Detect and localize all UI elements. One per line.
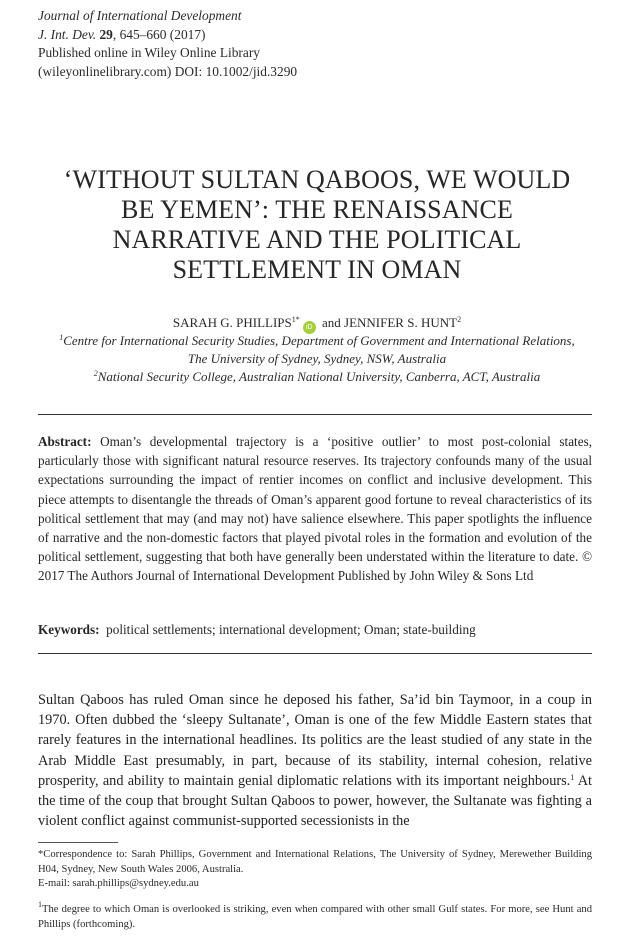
footnote-ref-1[interactable]: 1 bbox=[570, 772, 575, 782]
author1-sup: 1* bbox=[291, 315, 300, 324]
footnote-1-text: The degree to which Oman is overlooked is striking, even when compared with other small Gulf states. For more, see Hunt and Phillips (forthcoming). bbox=[38, 904, 592, 930]
correspondence-note bbox=[38, 848, 592, 892]
paper-title bbox=[20, 165, 614, 285]
abstract-label: Abstract: bbox=[38, 434, 92, 449]
footnote-1-sup: 1 bbox=[38, 900, 42, 909]
aff2-sup: 2 bbox=[93, 369, 98, 378]
author-phillips: SARAH G. PHILLIPS bbox=[172, 315, 292, 330]
aff2-line1: National Security College, Australian National University, Canberra, ACT, Australia bbox=[97, 369, 541, 384]
citation-abbrev: J. Int. Dev. bbox=[38, 26, 97, 42]
published-line: Published online in Wiley Online Library bbox=[38, 45, 260, 61]
footnote-1 bbox=[38, 900, 592, 932]
journal-name: Journal of International Development bbox=[38, 8, 242, 23]
body-paragraph bbox=[38, 690, 592, 831]
author-connector: and bbox=[318, 315, 345, 330]
abstract bbox=[38, 432, 592, 586]
aff1-line1: Centre for International Security Studies, Department of Government and International Relations, bbox=[63, 333, 575, 348]
affiliation-1 bbox=[0, 332, 634, 368]
pages-year: , 645–660 (2017) bbox=[112, 26, 206, 42]
title-line: BE YEMEN’: THE RENAISSANCE bbox=[121, 195, 513, 224]
doi-line[interactable]: (wileyonlinelibrary.com) DOI: 10.1002/jid.3290 bbox=[38, 63, 298, 79]
author2-sup: 2 bbox=[457, 315, 462, 324]
correspondence-email[interactable]: E-mail: sarah.phillips@sydney.edu.au bbox=[38, 878, 199, 890]
keywords-text: political settlements; international development; Oman; state-building bbox=[99, 622, 476, 637]
aff1-sup: 1 bbox=[59, 333, 64, 342]
body-text-2: At the time of the coup that brought Sultan Qaboos to power, however, the Sultanate was fighting a violent conflict against communist-supported secessionists in the bbox=[38, 772, 592, 830]
author-hunt: JENNIFER S. HUNT bbox=[344, 315, 458, 330]
authors bbox=[0, 314, 634, 334]
keywords bbox=[38, 620, 592, 639]
divider-top bbox=[38, 414, 592, 415]
journal-header bbox=[38, 7, 297, 81]
keywords-label: Keywords: bbox=[38, 622, 100, 637]
aff1-line2: The University of Sydney, Sydney, NSW, Australia bbox=[187, 351, 447, 366]
title-line: NARRATIVE AND THE POLITICAL bbox=[112, 225, 522, 254]
volume: 29 bbox=[99, 26, 113, 42]
abstract-text: Oman’s developmental trajectory is a ‘positive outlier’ to most post-colonial states, particularly those with significant natural resource reserves. Its trajectory confounds many of the usual expectations surrounding the impact of rentier incomes on conflict and inclusive development. This piece attempts to disentangle the threads of Oman’s apparent good fortune to reveal characteristics of its political settlement that may (and may not) have salience elsewhere. This paper spotlights the influence of narrative and the non-domestic factors that played pivotal roles in the formation and evolution of the political settlement, suggesting that both have generally been understated within the literature to date. © 2017 The Authors Journal of International Development Published by John Wiley & Sons Ltd bbox=[38, 434, 592, 584]
footnote-divider bbox=[38, 842, 118, 843]
divider-bottom bbox=[38, 653, 592, 654]
body-text-1: Sultan Qaboos has ruled Oman since he deposed his father, Sa’id bin Taymoor, in a coup in 1970. Often dubbed the ‘sleepy Sultanate’, Oman is one of the few Middle Eastern states that rarely features in the international headlines. Its politics are the least studied of any state in the Arab Middle East presumably, in part, because of its stability, internal cohesion, relative prosperity, and ability to maintain genial diplomatic relations with its important neighbours. bbox=[38, 692, 592, 789]
title-line: SETTLEMENT IN OMAN bbox=[172, 255, 462, 284]
affiliation-2 bbox=[0, 368, 634, 386]
orcid-icon[interactable]: iD bbox=[303, 321, 316, 334]
title-line: ‘WITHOUT SULTAN QABOOS, WE WOULD bbox=[63, 165, 571, 194]
citation bbox=[38, 26, 297, 45]
correspondence-text: *Correspondence to: Sarah Phillips, Government and International Relations, The University of Sydney, Merewether Building H04, Sydney, New South Wales 2006, Australia. bbox=[38, 849, 592, 875]
